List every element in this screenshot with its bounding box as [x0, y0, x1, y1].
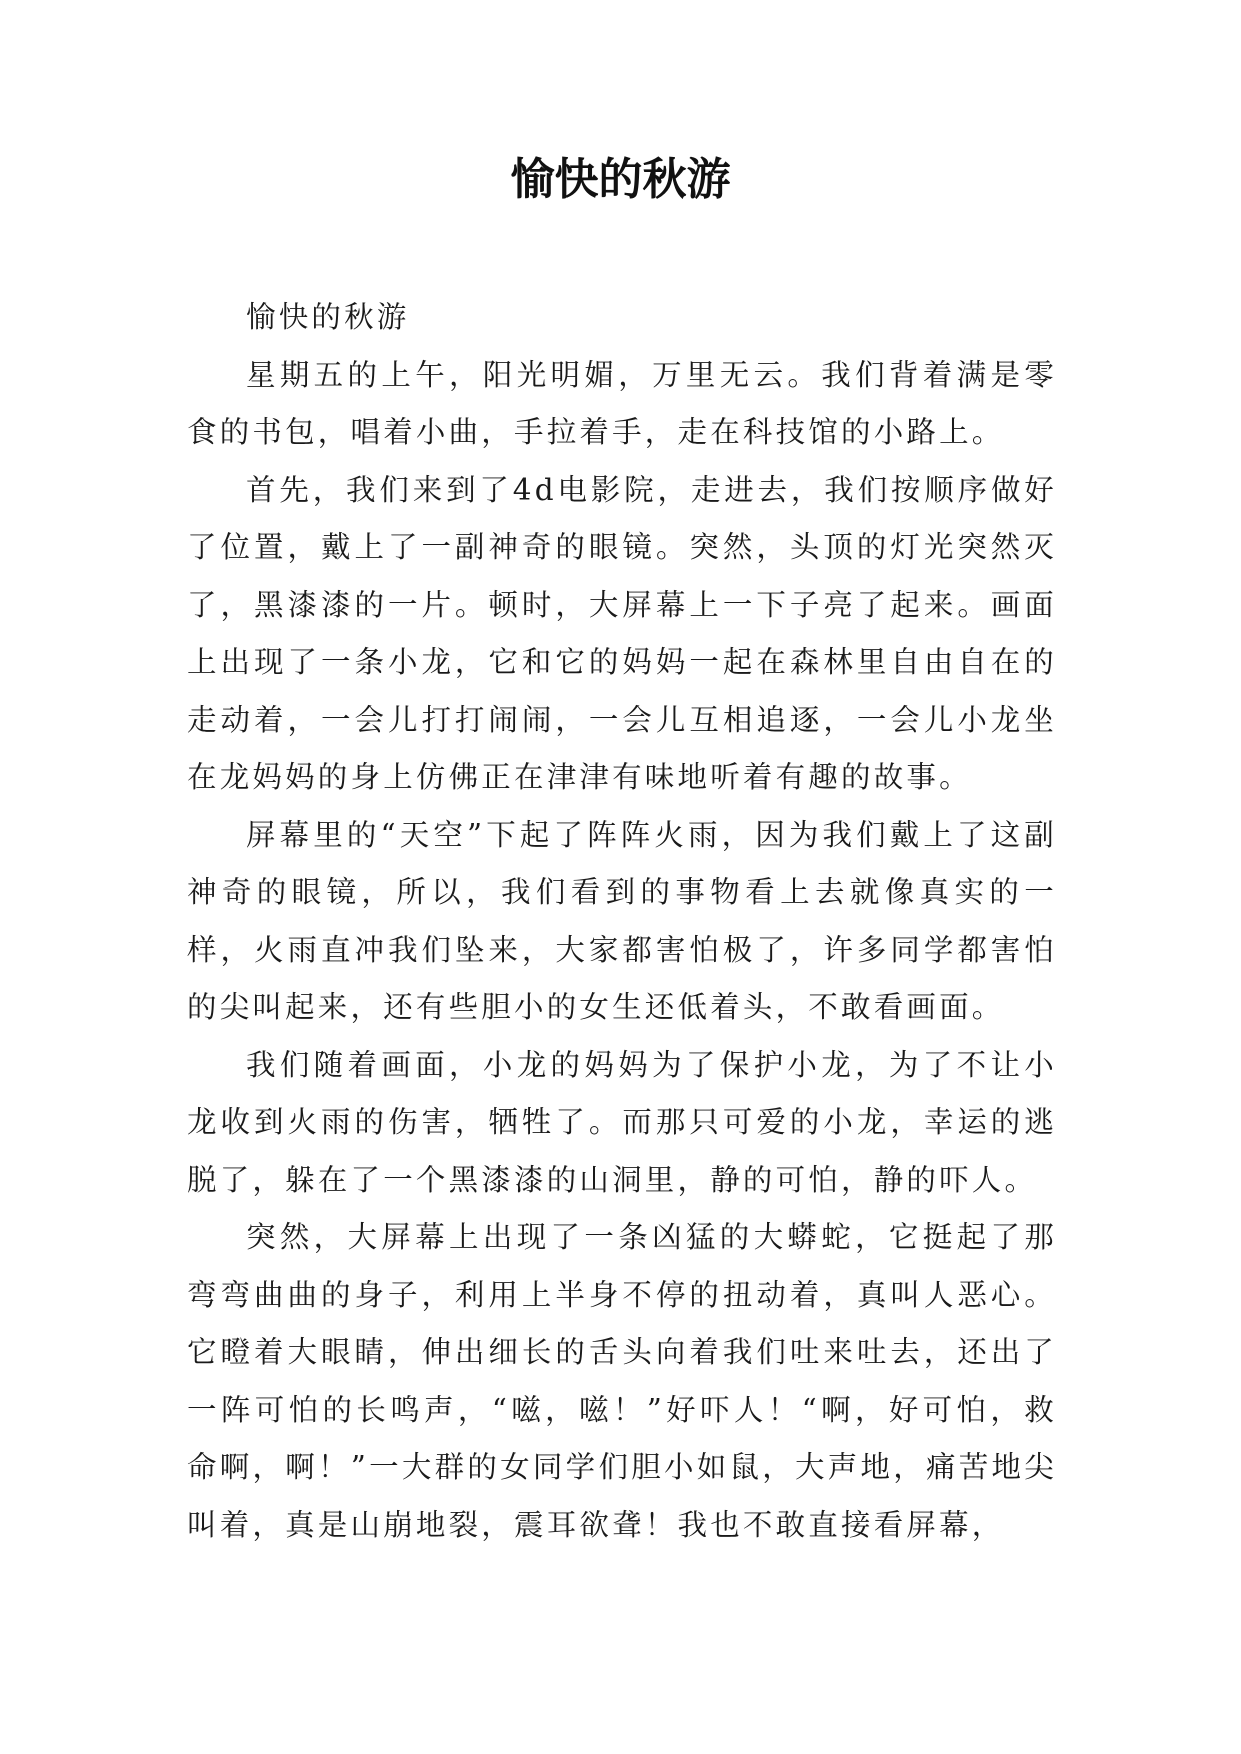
paragraph: 突然，大屏幕上出现了一条凶猛的大蟒蛇，它挺起了那弯弯曲曲的身子，利用上半身不停的扭动着，真叫人恶心。它瞪着大眼睛，伸出细长的舌头向着我们吐来吐去，还出了一阵可怕的长鸣声，“嗞，嗞！”好吓人！“啊，好可怕，救命啊，啊！”一大群的女同学们胆小如鼠，大声地，痛苦地尖叫着，真是山崩地裂，震耳欲聋！我也不敢直接看屏幕， — [187, 1220, 1057, 1542]
paragraph: 愉快的秋游 — [246, 300, 410, 334]
document-body — [187, 289, 1057, 1554]
paragraph: 星期五的上午，阳光明媚，万里无云。我们背着满是零食的书包，唱着小曲，手拉着手，走在科技馆的小路上。 — [187, 357, 1057, 449]
paragraph: 屏幕里的“天空”下起了阵阵火雨，因为我们戴上了这副神奇的眼镜，所以，我们看到的事物看上去就像真实的一样，火雨直冲我们坠来，大家都害怕极了，许多同学都害怕的尖叫起来，还有些胆小的女生还低着头，不敢看画面。 — [187, 817, 1057, 1024]
paragraph: 首先，我们来到了4d电影院，走进去，我们按顺序做好了位置，戴上了一副神奇的眼镜。突然，头顶的灯光突然灭了，黑漆漆的一片。顿时，大屏幕上一下子亮了起来。画面上出现了一条小龙，它和它的妈妈一起在森林里自由自在的走动着，一会儿打打闹闹，一会儿互相追逐，一会儿小龙坐在龙妈妈的身上仿佛正在津津有味地听着有趣的故事。 — [187, 472, 1057, 794]
paragraph: 我们随着画面，小龙的妈妈为了保护小龙，为了不让小龙收到火雨的伤害，牺牲了。而那只可爱的小龙，幸运的逃脱了，躲在了一个黑漆漆的山洞里，静的可怕，静的吓人。 — [187, 1047, 1057, 1197]
document-title: 愉快的秋游 — [510, 154, 731, 205]
